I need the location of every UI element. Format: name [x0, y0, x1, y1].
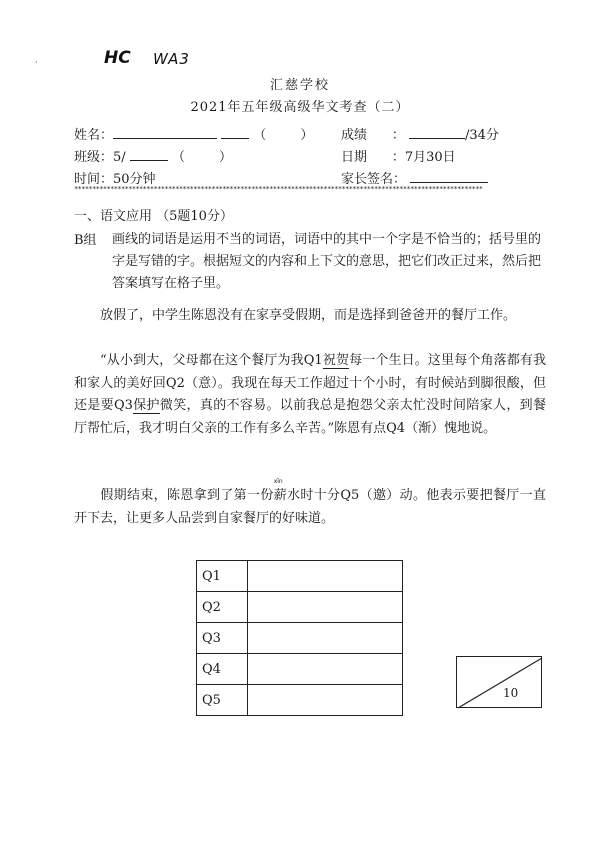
passage-p3-text-b: 水时十分Q5（邀）动。他表示要把餐厅一直开下去，让更多人品尝到自家餐厅的好味道。: [74, 488, 546, 526]
answer-row-q5: [197, 685, 403, 716]
q1-underlined-word: 祝贺: [322, 353, 350, 368]
score-colon: ：: [391, 128, 405, 143]
answer-cell[interactable]: [248, 685, 403, 716]
class-paren-open: （: [171, 150, 185, 165]
date-value: ：7月30日: [391, 150, 456, 165]
score-row: [341, 124, 499, 143]
index-paren-close: ）: [300, 128, 314, 143]
passage-p2-text-a: “从小到大，父母都在这个餐厅为我Q1: [100, 353, 323, 368]
score-box-diagonal: [457, 657, 543, 709]
asterisk-divider: *****************************************************************************************************************: [74, 185, 483, 193]
time-row: 时间：50分钟: [74, 172, 156, 187]
handwritten-tag-wa3: WA3: [153, 50, 190, 68]
answer-label: Q1: [197, 561, 248, 592]
name-blank-short[interactable]: [221, 125, 249, 139]
section-heading: 一、语文应用 （5题10分）: [74, 209, 233, 224]
group-label: B组: [74, 233, 97, 248]
date-row: [341, 146, 456, 165]
passage-paragraph-3: [74, 478, 546, 530]
name-row: [74, 124, 313, 143]
answer-label: Q3: [197, 623, 248, 654]
date-label: 日期: [341, 150, 368, 165]
stray-mark: ·: [35, 58, 38, 67]
answer-cell[interactable]: [248, 654, 403, 685]
passage-p3-text-a: 假期结束，陈恩拿到了第一份: [100, 488, 274, 503]
pinyin-annotated-char: [273, 478, 288, 503]
parent-signature-blank[interactable]: [410, 169, 488, 183]
q3-underlined-word: 保护: [132, 398, 160, 413]
answer-cell[interactable]: [248, 623, 403, 654]
answer-label: Q4: [197, 654, 248, 685]
passage-paragraph-2: [74, 350, 546, 440]
answer-cell[interactable]: [248, 561, 403, 592]
answer-row-q1: [197, 561, 403, 592]
answer-table: [196, 560, 403, 716]
answer-row-q3: [197, 623, 403, 654]
passage-p1-text: 放假了，中学生陈恩没有在家享受假期，而是选择到爸爸开的餐厅工作。: [100, 308, 517, 323]
handwritten-tag-hc: HC: [104, 48, 131, 68]
class-paren-close: ）: [218, 150, 232, 165]
answer-row-q4: [197, 654, 403, 685]
answer-label: Q5: [197, 685, 248, 716]
score-total: /34分: [464, 128, 499, 143]
class-blank[interactable]: [130, 147, 168, 161]
answer-label: Q2: [197, 592, 248, 623]
class-row: [74, 146, 232, 165]
class-label: 班级：5/: [74, 150, 126, 165]
passage-paragraph-1: [74, 305, 546, 328]
instructions: 画线的词语是运用不当的词语，词语中的其中一个字是不恰当的；括号里的字是写错的字。根据短文的内容和上下文的意思，把它们改正过来，然后把答案填写在格子里。: [112, 232, 542, 291]
exam-title: 2021年五年级高级华文考查（二）: [190, 100, 410, 115]
section-score-box: [456, 656, 542, 708]
answer-row-q2: [197, 592, 403, 623]
parent-signature-label: 家长签名：: [341, 172, 407, 187]
answer-cell[interactable]: [248, 592, 403, 623]
pinyin-annotation: xīn: [273, 478, 283, 485]
score-label: 成绩: [341, 128, 368, 143]
passage-p2-text-b: 每一个生日。这里每个角落都有我和家人的美好回Q2（意）。我现在每天工作超过十个小时，有时候站到脚很酸，但还是要Q3: [74, 353, 546, 413]
school-name: 汇慈学校: [269, 78, 330, 93]
name-blank[interactable]: [113, 125, 217, 139]
passage-p2-text-c: 微笑，真的不容易。以前我总是抱怨父亲太忙没时间陪家人，到餐厅帮忙后，我才明白父亲的工作有多么辛苦。”陈恩有点Q4（渐）愧地说。: [74, 398, 546, 436]
score-box-max: 10: [503, 686, 519, 700]
score-blank[interactable]: [409, 125, 465, 139]
index-paren-open: （: [253, 128, 267, 143]
name-label: 姓名：: [74, 128, 114, 143]
pinyin-base-char: 薪: [273, 488, 288, 503]
